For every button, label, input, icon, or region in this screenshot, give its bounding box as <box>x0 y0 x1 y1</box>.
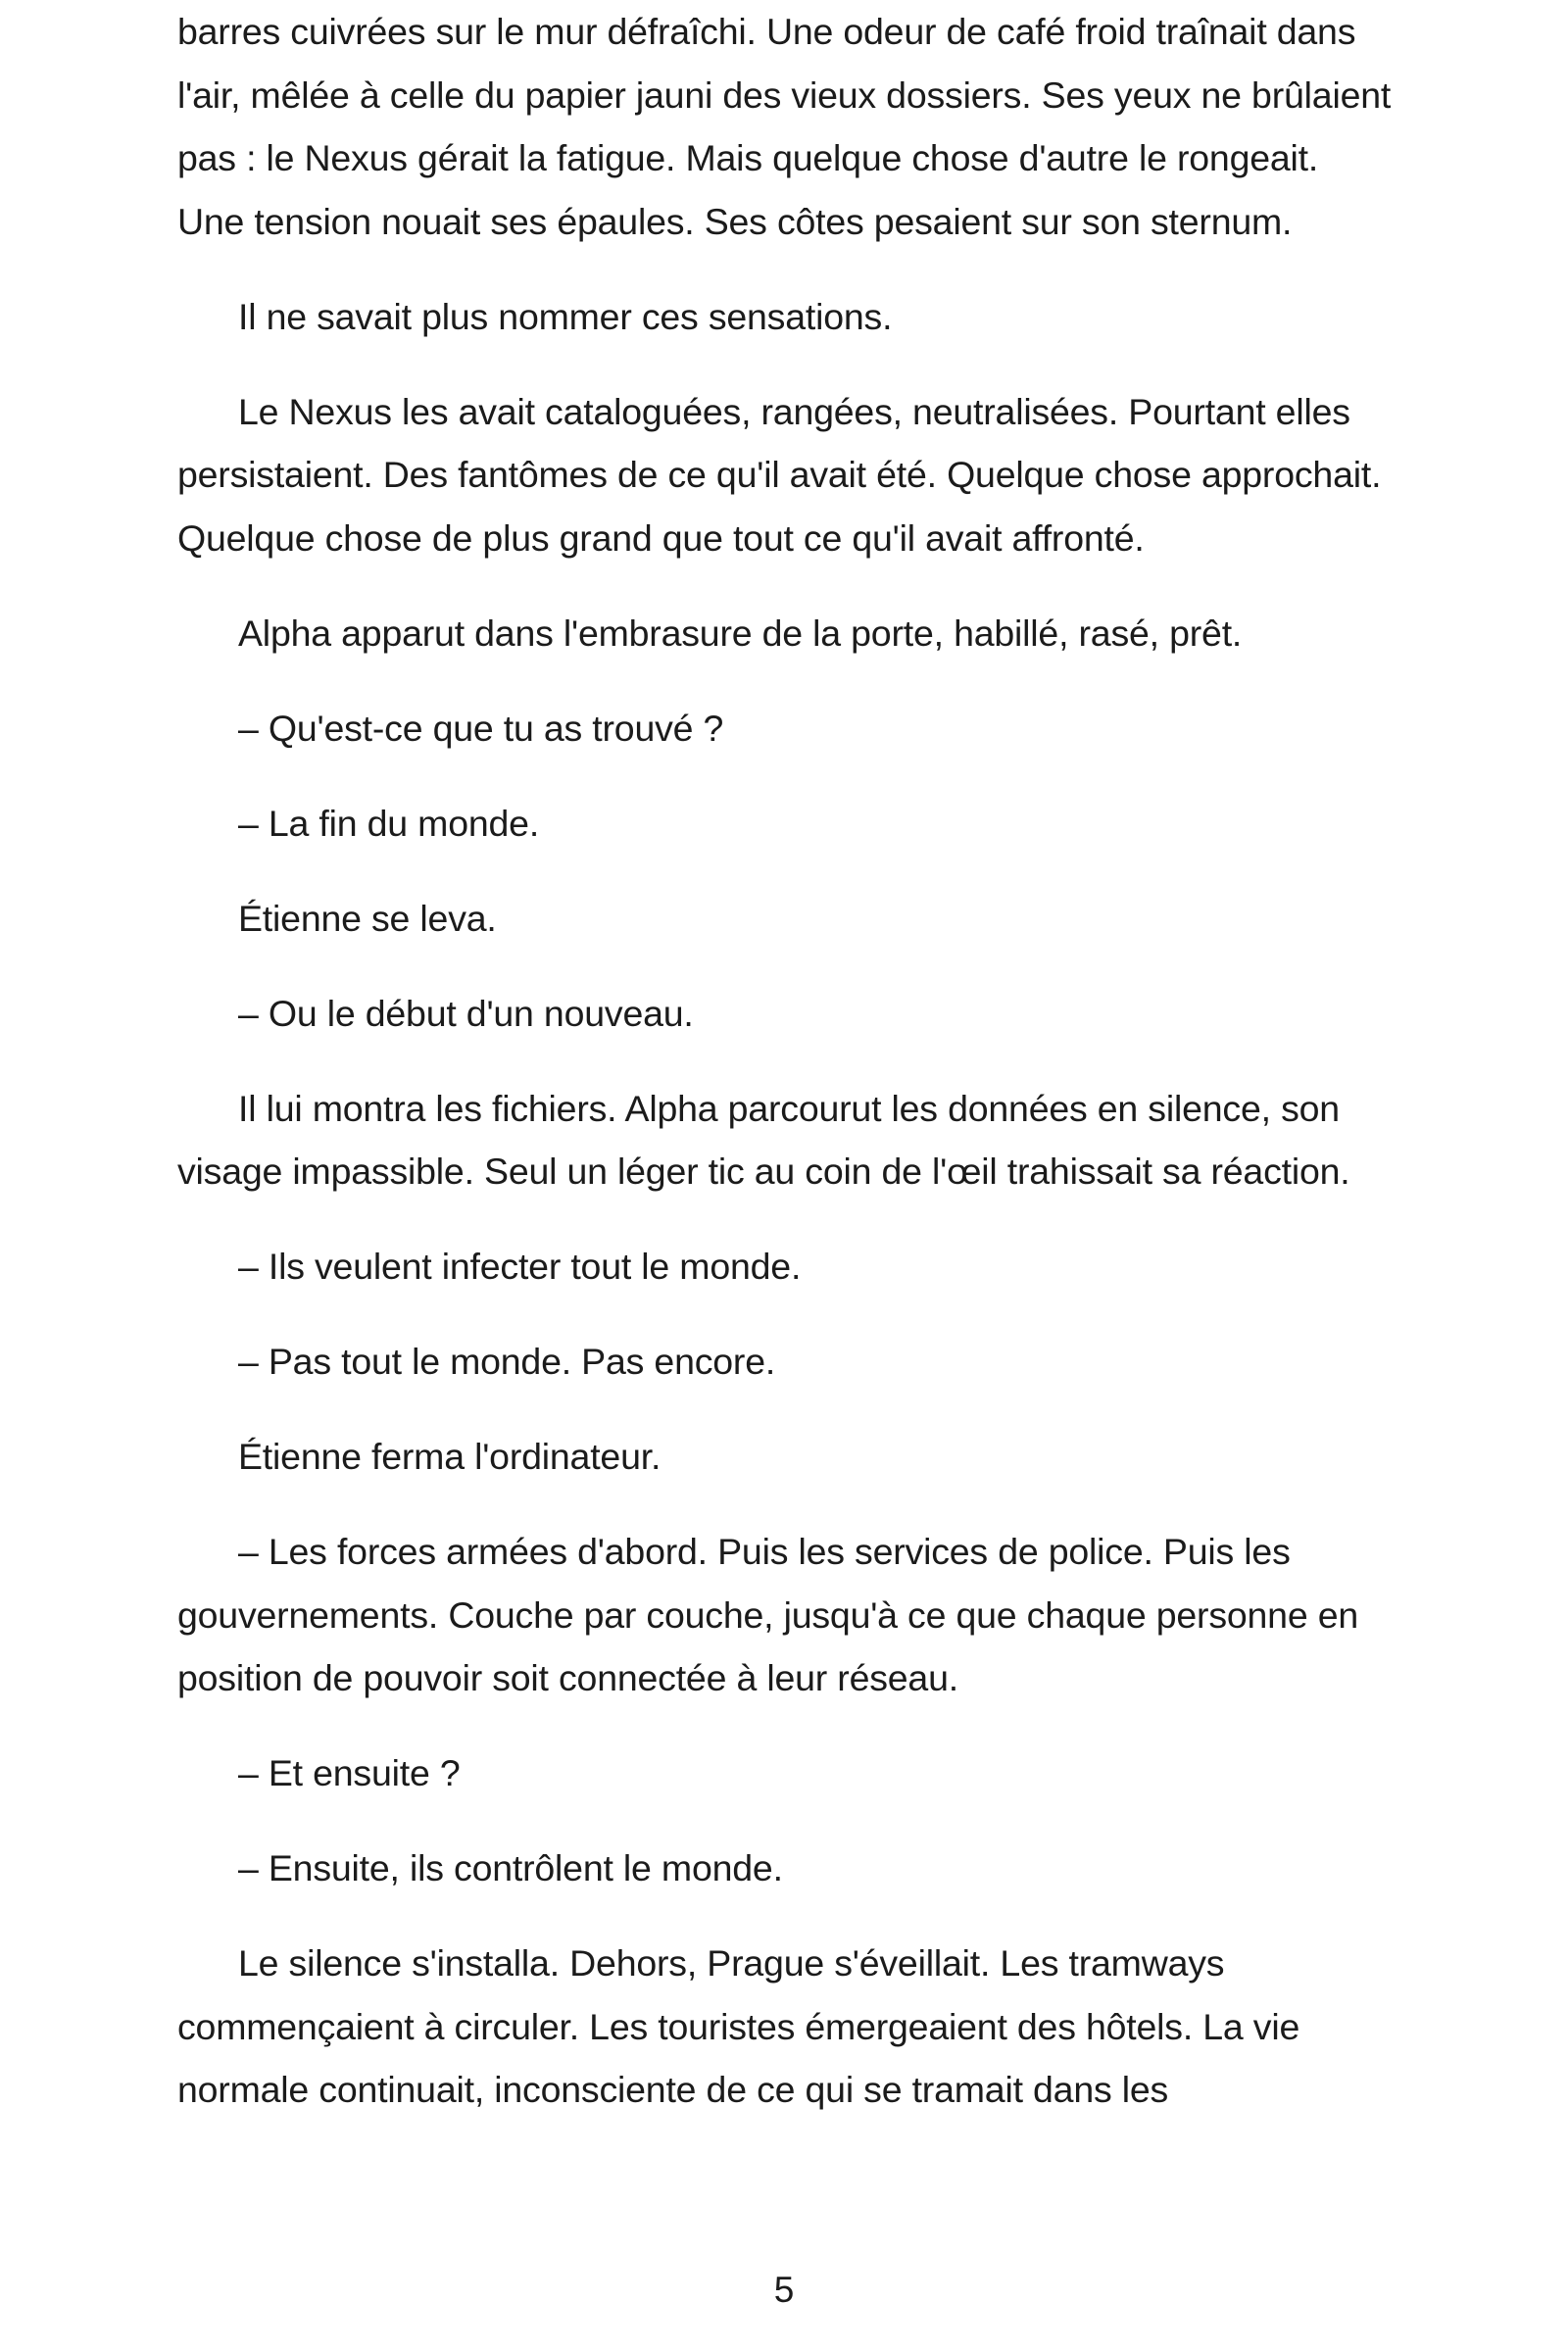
paragraph-7: Étienne se leva. <box>238 897 497 939</box>
paragraph-3: Le Nexus les avait cataloguées, rangées, neutralisées. Pourtant elles persistaient. Des fantômes de ce qu'il avait été. Quelque chose approchait. Quelque chose de plus grand que tout ce qu'il avait affronté. <box>177 390 1382 559</box>
paragraph-9: Il lui montra les fichiers. Alpha parcourut les données en silence, son visage impassible. Seul un léger tic au coin de l'œil trahissait sa réaction. <box>177 1087 1350 1192</box>
dialogue-line: – Et ensuite ? <box>238 1752 461 1793</box>
paragraph-12: Étienne ferma l'ordinateur. <box>238 1436 662 1477</box>
paragraph-4: Alpha apparut dans l'embrasure de la porte, habillé, rasé, prêt. <box>238 612 1243 654</box>
dialogue-line: – Les forces armées d'abord. Puis les services de police. Puis les gouvernements. Couche par couche, jusqu'à ce que chaque personne en position de pouvoir soit connectée à leur réseau. <box>177 1531 1359 1698</box>
paragraph-16: Le silence s'installa. Dehors, Prague s'éveillait. Les tramways commençaient à circuler. Les touristes émergeaient des hôtels. La vie normale continuait, inconsciente de ce qui se tramait dans les <box>177 1942 1300 2110</box>
dialogue-line: – La fin du monde. <box>238 802 540 844</box>
dialogue-line: – Ils veulent infecter tout le monde. <box>238 1246 802 1287</box>
body-text <box>177 0 1393 2122</box>
dialogue-line: – Pas tout le monde. Pas encore. <box>238 1341 776 1382</box>
paragraph-1: barres cuivrées sur le mur défraîchi. Une odeur de café froid traînait dans l'air, mêlée à celle du papier jauni des vieux dossiers. Ses yeux ne brûlaient pas : le Nexus gérait la fatigue. Mais quelque chose d'autre le rongeait. Une tension nouait ses épaules. Ses côtes pesaient sur son sternum. <box>177 11 1392 242</box>
dialogue-line: – Ou le début d'un nouveau. <box>238 992 694 1034</box>
paragraph-2: Il ne savait plus nommer ces sensations. <box>238 295 893 337</box>
dialogue-line: – Ensuite, ils contrôlent le monde. <box>238 1847 783 1888</box>
dialogue-line: – Qu'est-ce que tu as trouvé ? <box>238 707 724 749</box>
page-number: 5 <box>773 2270 795 2310</box>
